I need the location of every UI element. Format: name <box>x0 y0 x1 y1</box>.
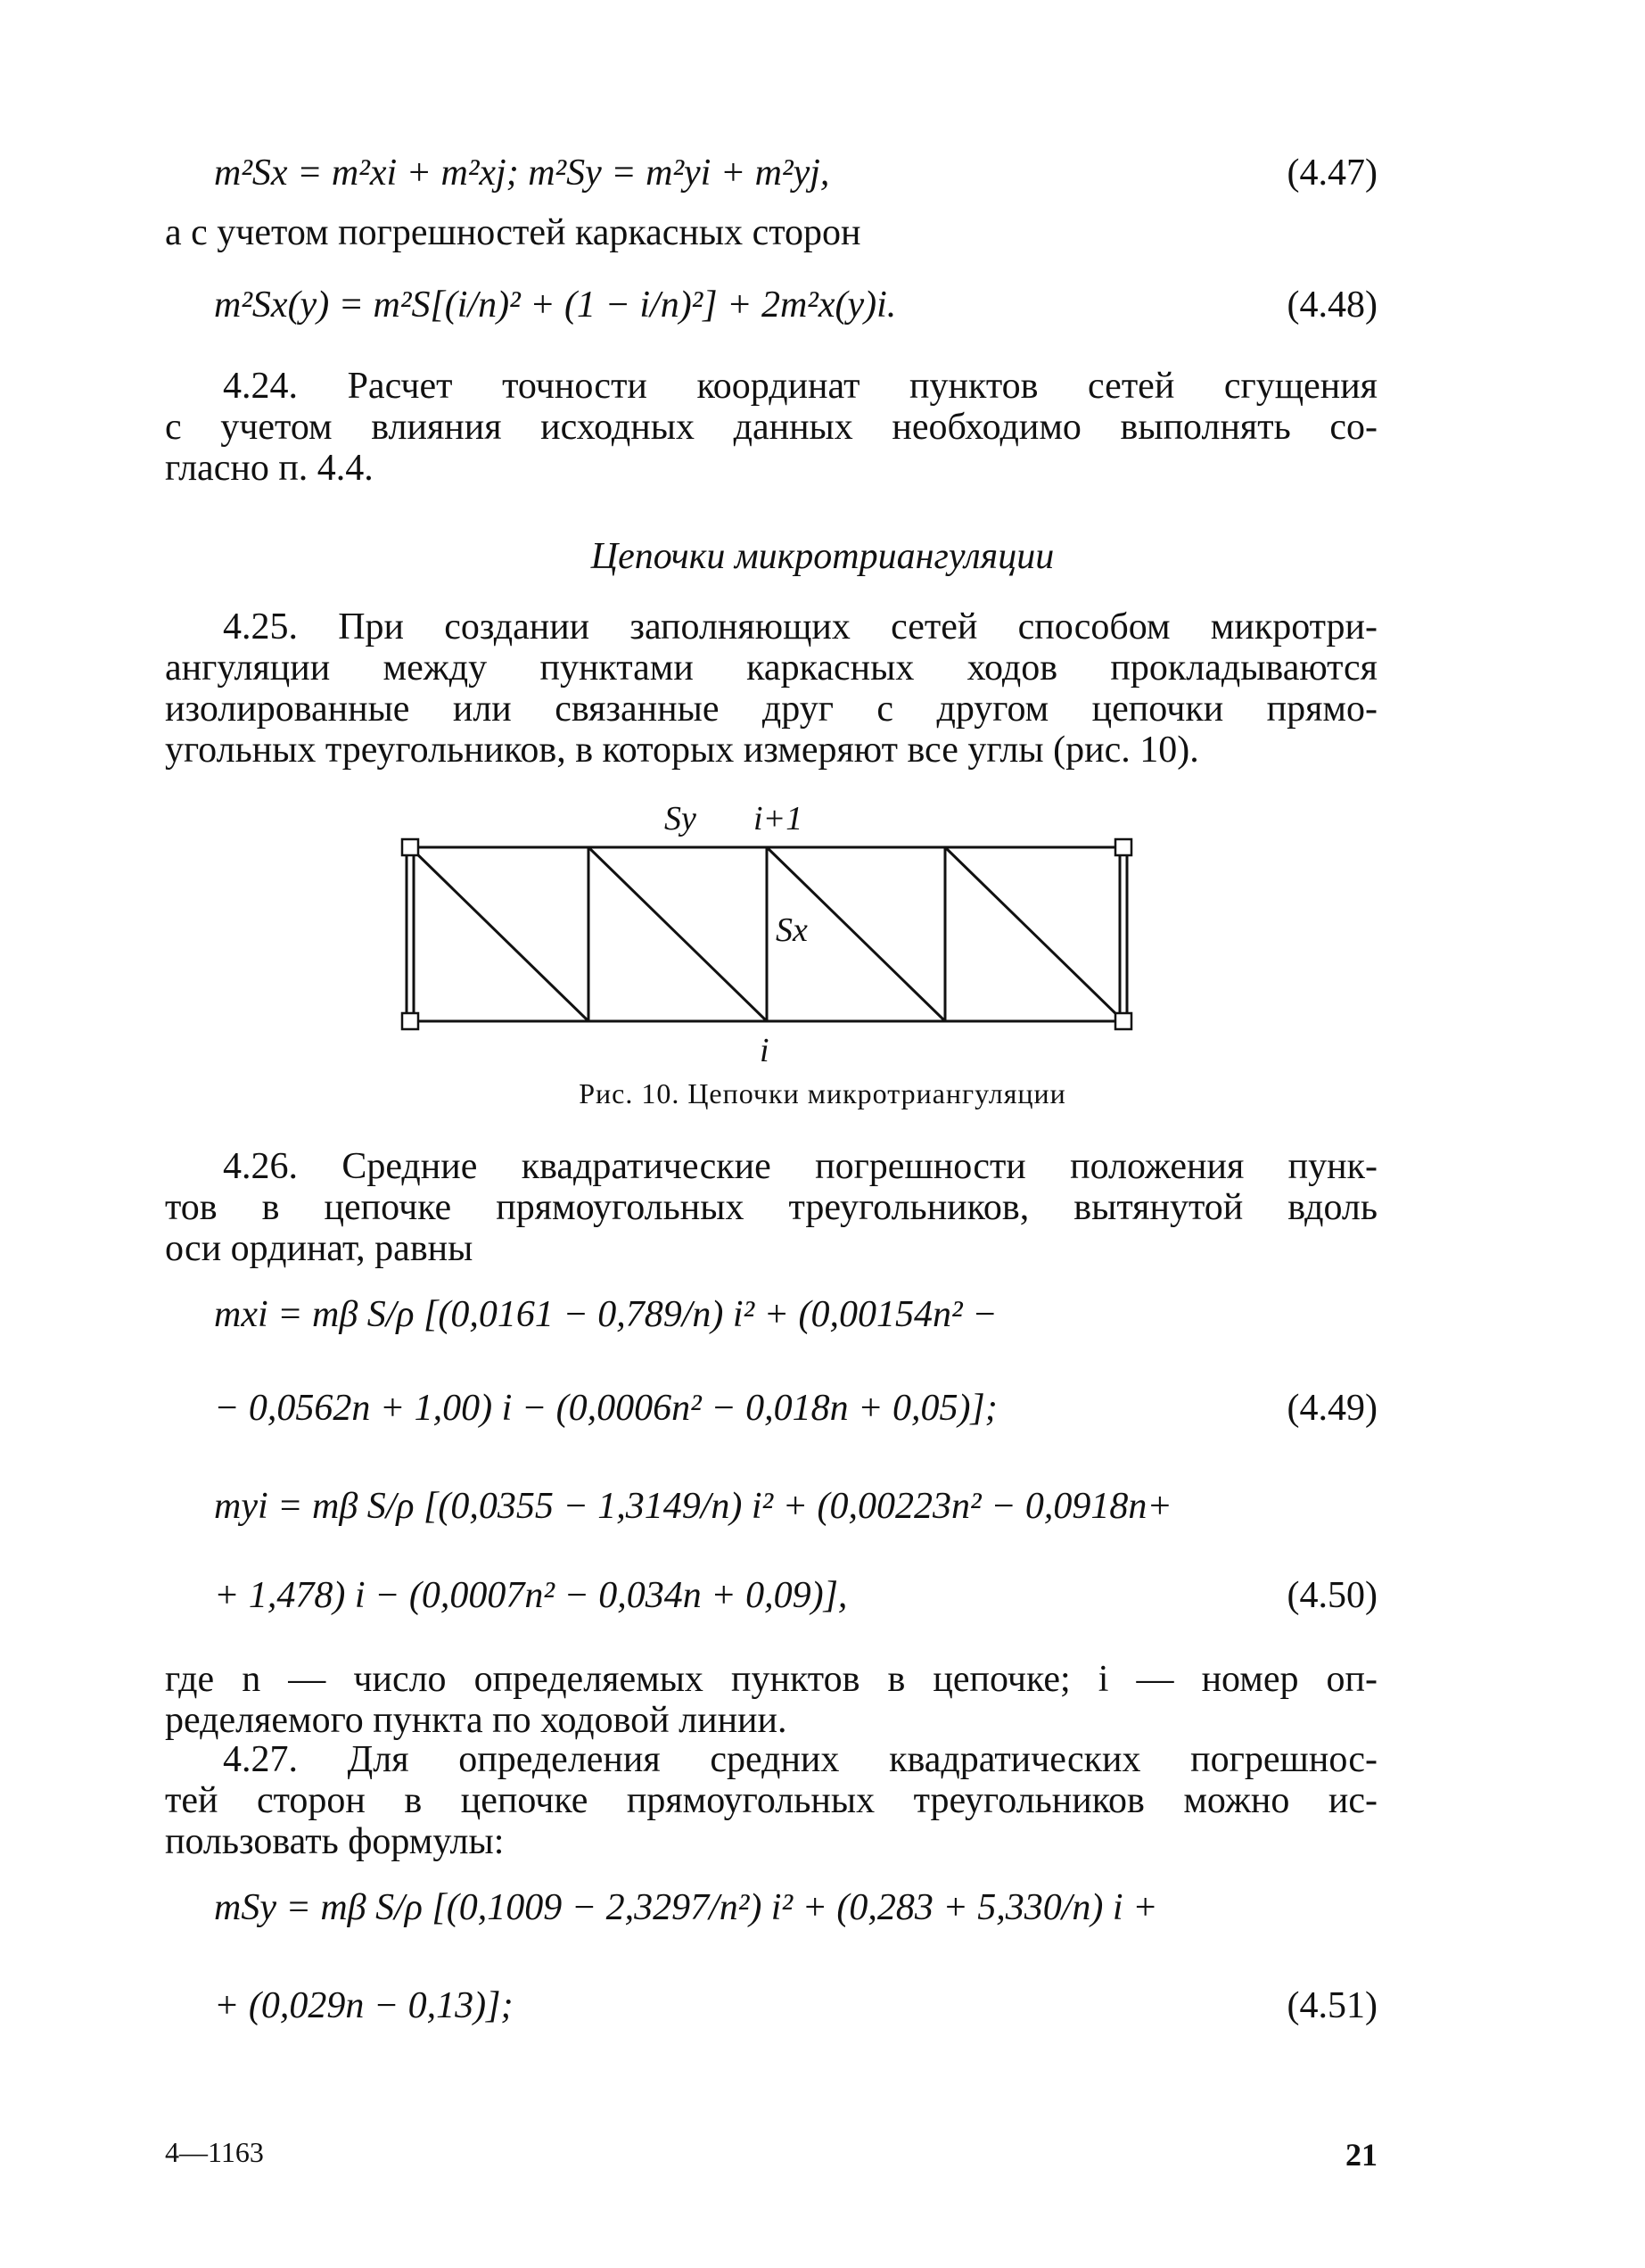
formula-4-51-line-2: + (0,029n − 0,13)]; <box>214 1985 514 2026</box>
signature-mark: 4—1163 <box>165 2136 264 2168</box>
formula-4-49-line-2: − 0,0562n + 1,00) i − (0,0006n² − 0,018n + 0,05)]; <box>214 1388 998 1429</box>
formula-4-51-line-1: mSy = mβ S/ρ [(0,1009 − 2,3297/n²) i² + (0,283 + 5,330/n) i + <box>214 1887 1158 1928</box>
text-line: ангуляции между пунктами каркасных ходов прокладываются <box>165 647 1378 689</box>
diagonal-1 <box>410 847 588 1021</box>
label-sy: Sy <box>664 800 696 837</box>
paragraph-4-27 <box>165 1739 1378 1862</box>
label-i-plus-1: i+1 <box>753 800 803 837</box>
text-line: 4.26. Средние квадратические погрешности положения пунк- <box>223 1146 1378 1187</box>
paragraph-4-24 <box>165 366 1378 489</box>
intro-text-4-48 <box>165 212 1378 253</box>
section-heading: Цепочки микротриангуляции <box>590 536 1055 577</box>
text-line: ределяемого пункта по ходовой линии. <box>165 1700 787 1741</box>
text-line: где n — число определяемых пунктов в цепочке; i — номер оп- <box>165 1659 1378 1700</box>
equation-number-4-51: (4.51) <box>1287 1985 1378 2026</box>
corner-point-top-right <box>1115 839 1131 855</box>
equation-number-4-48: (4.48) <box>1287 285 1378 326</box>
equation-number-4-50: (4.50) <box>1287 1575 1378 1616</box>
text-line: 4.27. Для определения средних квадратических погрешнос- <box>223 1739 1378 1780</box>
text-line: с учетом влияния исходных данных необходимо выполнять со- <box>165 407 1378 448</box>
text-line: а с учетом погрешностей каркасных сторон <box>165 212 861 253</box>
text-line: 4.24. Расчет точности координат пунктов сетей сгущения <box>223 366 1378 407</box>
page-number: 21 <box>1345 2137 1378 2173</box>
text-line: угольных треугольников, в которых измеряют все углы (рис. 10). <box>165 730 1199 771</box>
formula-4-48: m²Sx(y) = m²S[(i/n)² + (1 − i/n)²] + 2m²x(y)i. <box>214 285 897 326</box>
text-line: гласно п. 4.4. <box>165 448 374 489</box>
corner-point-top-left <box>402 839 418 855</box>
diagonal-2 <box>588 847 767 1021</box>
paragraph-4-26 <box>165 1146 1378 1269</box>
corner-point-bottom-right <box>1115 1013 1131 1029</box>
text-line: пользовать формулы: <box>165 1821 505 1862</box>
equation-number-4-49: (4.49) <box>1287 1388 1378 1429</box>
label-i: i <box>760 1032 769 1069</box>
formula-4-47: m²Sx = m²xi + m²xj; m²Sy = m²yi + m²yj, <box>214 153 830 194</box>
formula-4-50-line-1: myi = mβ S/ρ [(0,0355 − 1,3149/n) i² + (0,00223n² − 0,0918n+ <box>214 1486 1172 1527</box>
triangulation-chain-figure <box>401 794 1159 1069</box>
formula-4-50-line-2: + 1,478) i − (0,0007n² − 0,034n + 0,09)], <box>214 1575 848 1616</box>
figure-caption: Рис. 10. Цепочки микротриангуляции <box>579 1077 1066 1109</box>
equation-number-4-47: (4.47) <box>1287 153 1378 194</box>
text-line: изолированные или связанные друг с другом цепочки прямо- <box>165 689 1378 730</box>
text-line: оси ординат, равны <box>165 1228 473 1269</box>
paragraph-4-25 <box>165 606 1378 771</box>
corner-point-bottom-left <box>402 1013 418 1029</box>
text-line: тов в цепочке прямоугольных треугольников, вытянутой вдоль <box>165 1187 1378 1228</box>
text-line: тей сторон в цепочке прямоугольных треугольников можно ис- <box>165 1780 1378 1821</box>
text-line: 4.25. При создании заполняющих сетей способом микротри- <box>223 606 1378 647</box>
label-sx: Sx <box>776 911 808 949</box>
formula-4-49-line-1: mxi = mβ S/ρ [(0,0161 − 0,789/n) i² + (0,00154n² − <box>214 1294 998 1335</box>
diagonal-4 <box>945 847 1123 1021</box>
paragraph-where <box>165 1659 1378 1741</box>
